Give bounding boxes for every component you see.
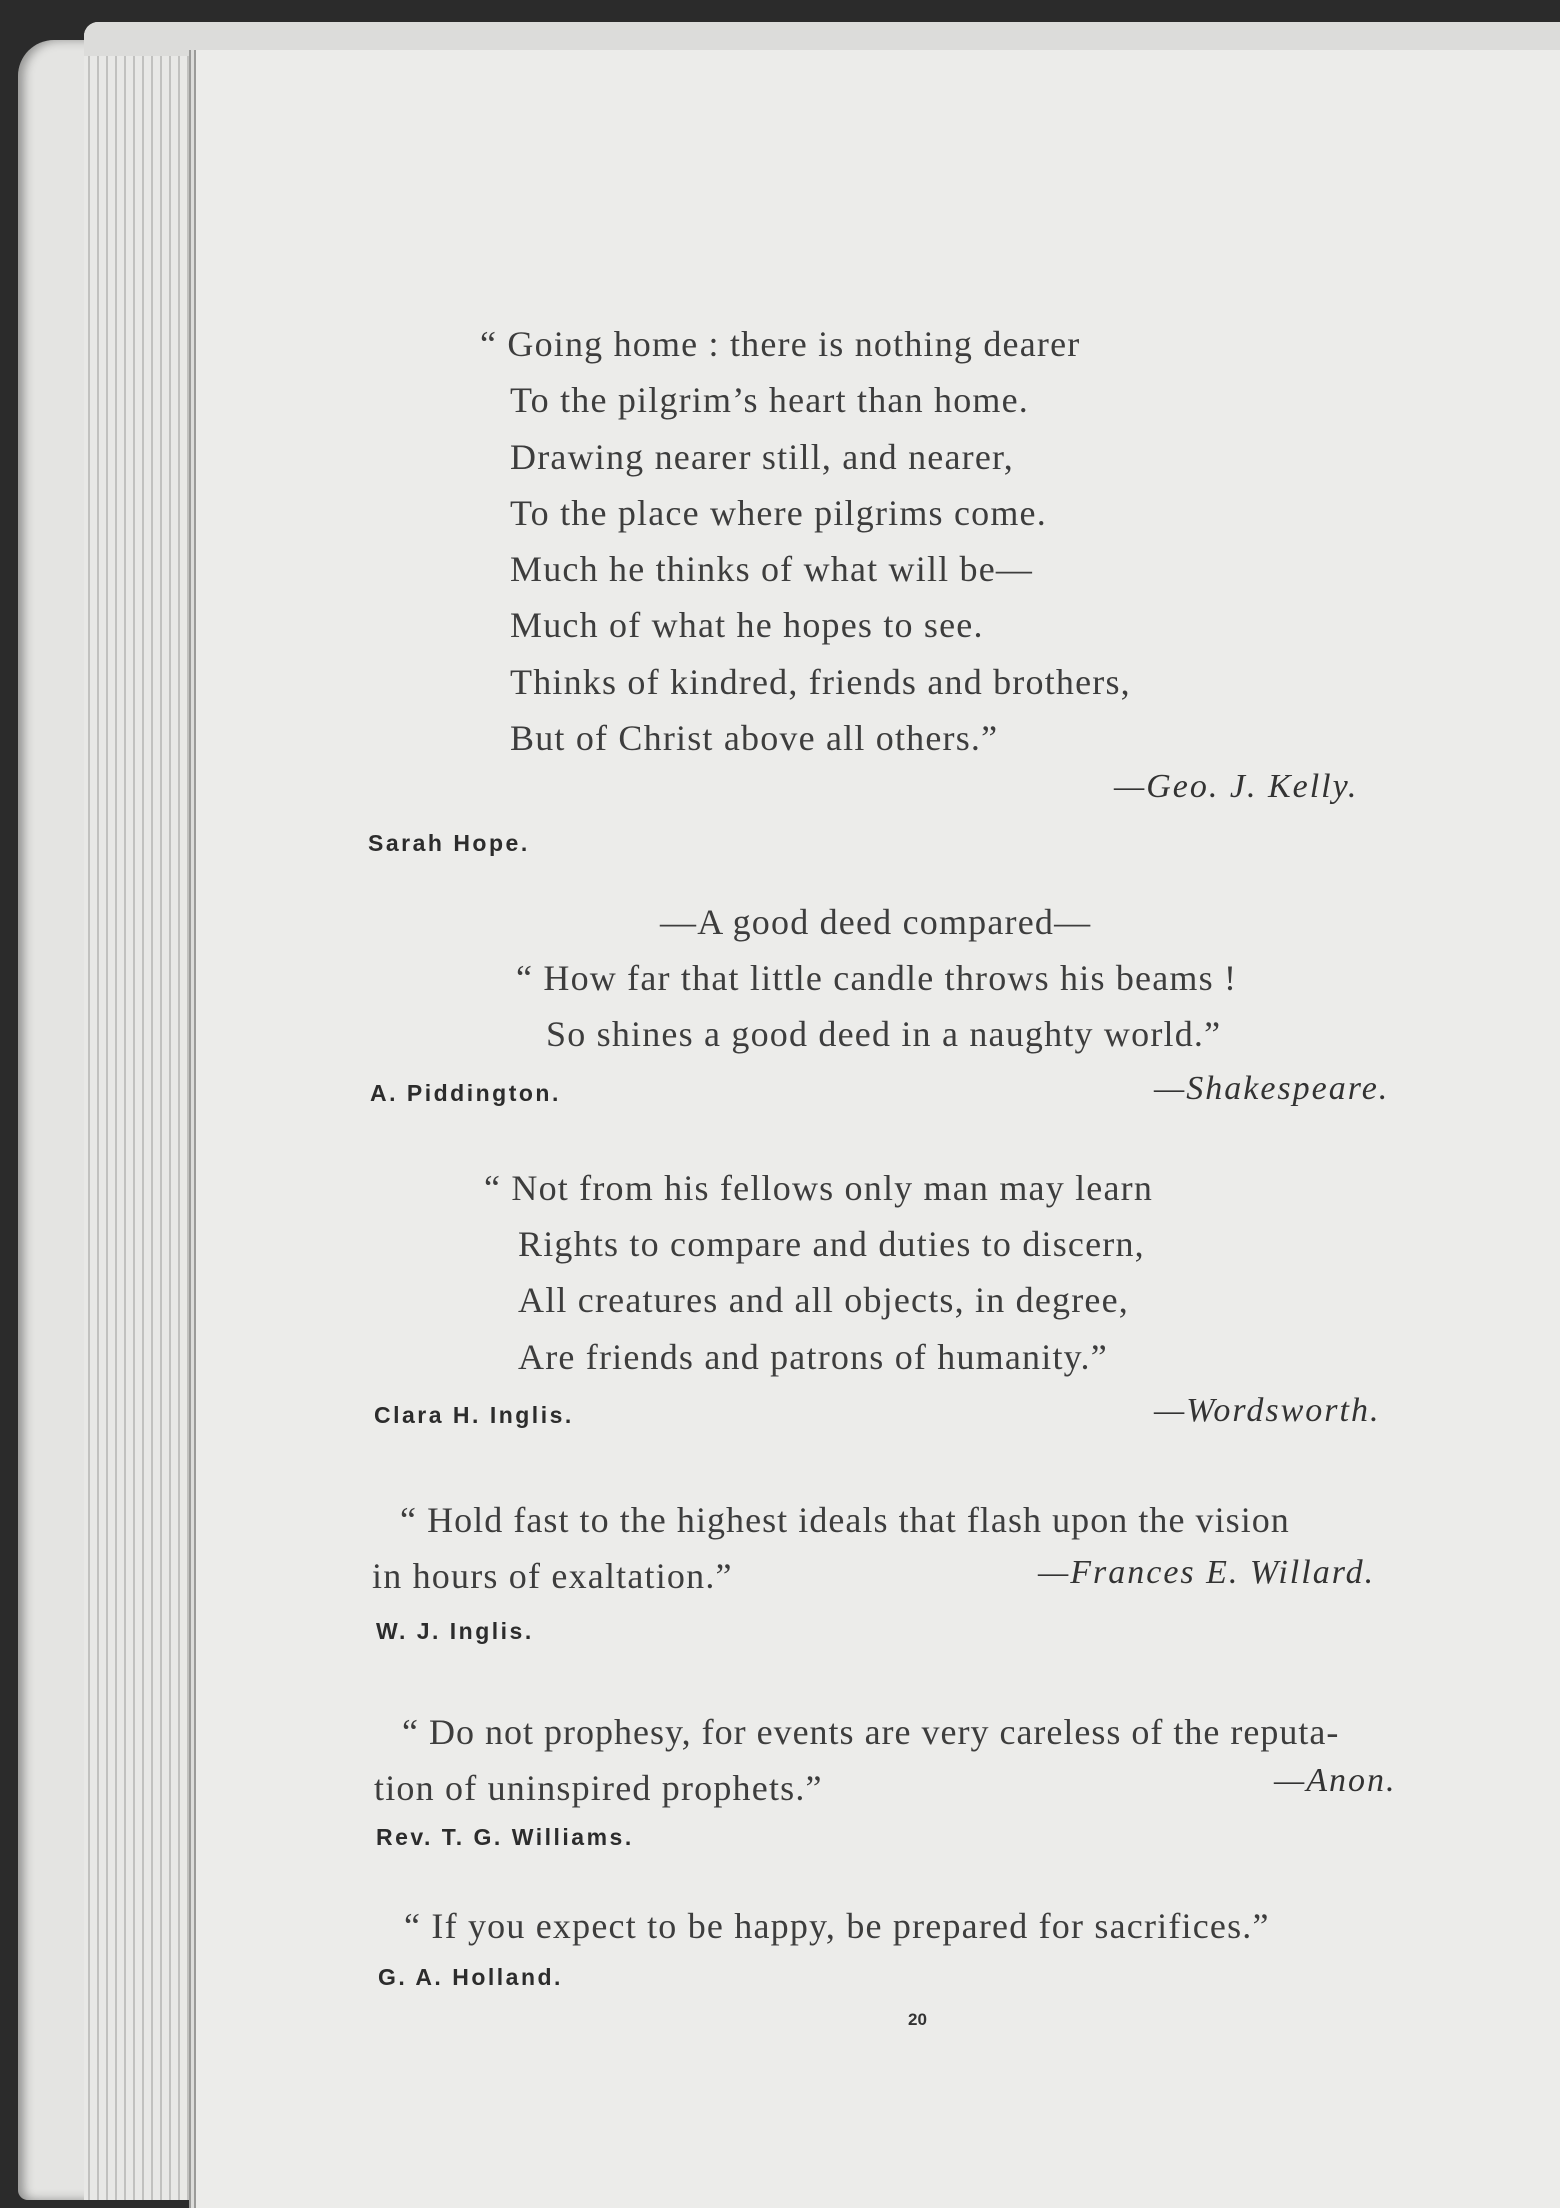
contributor-name: A. Piddington. bbox=[370, 1080, 561, 1106]
book-page bbox=[196, 50, 1560, 2208]
quote-attribution: —Frances E. Willard. bbox=[1038, 1554, 1376, 1591]
quote-line: To the pilgrim’s heart than home. bbox=[510, 380, 1029, 420]
quote-line: Thinks of kindred, friends and brothers, bbox=[510, 662, 1131, 702]
page-number: 20 bbox=[908, 2010, 927, 2029]
quote-attribution: —Wordsworth. bbox=[1154, 1392, 1381, 1429]
quote-line: Much of what he hopes to see. bbox=[510, 605, 984, 645]
quote-line: “ If you expect to be happy, be prepared for sacrifices.” bbox=[404, 1906, 1270, 1946]
quote-line: tion of uninspired prophets.” bbox=[374, 1768, 823, 1808]
quote-line: in hours of exaltation.” bbox=[372, 1556, 733, 1596]
quote-attribution: —Shakespeare. bbox=[1154, 1070, 1390, 1107]
quote-line: Rights to compare and duties to discern, bbox=[518, 1224, 1145, 1264]
quote-attribution: —Anon. bbox=[1274, 1762, 1397, 1799]
quote-line: “ Do not prophesy, for events are very careless of the reputa- bbox=[402, 1712, 1340, 1752]
quote-line: To the place where pilgrims come. bbox=[510, 493, 1047, 533]
quote-line: Much he thinks of what will be— bbox=[510, 549, 1034, 589]
quote-heading: —A good deed compared— bbox=[660, 902, 1092, 942]
quote-line: “ How far that little candle throws his beams ! bbox=[516, 958, 1238, 998]
quote-line: All creatures and all objects, in degree, bbox=[518, 1280, 1129, 1320]
contributor-name: Rev. T. G. Williams. bbox=[376, 1824, 634, 1850]
quote-attribution: —Geo. J. Kelly. bbox=[1114, 768, 1359, 805]
quote-line: But of Christ above all others.” bbox=[510, 718, 999, 758]
contributor-name: Clara H. Inglis. bbox=[374, 1402, 574, 1428]
quote-line: “ Going home : there is nothing dearer bbox=[480, 324, 1081, 364]
quote-line: “ Hold fast to the highest ideals that flash upon the vision bbox=[400, 1500, 1290, 1540]
contributor-name: W. J. Inglis. bbox=[376, 1618, 534, 1644]
quote-line: Are friends and patrons of humanity.” bbox=[518, 1337, 1108, 1377]
quote-line: Drawing nearer still, and nearer, bbox=[510, 437, 1014, 477]
contributor-name: Sarah Hope. bbox=[368, 830, 530, 856]
page-content bbox=[196, 50, 1560, 2208]
quote-line: So shines a good deed in a naughty world.” bbox=[546, 1014, 1222, 1054]
contributor-name: G. A. Holland. bbox=[378, 1964, 563, 1990]
quote-line: “ Not from his fellows only man may learn bbox=[484, 1168, 1154, 1208]
